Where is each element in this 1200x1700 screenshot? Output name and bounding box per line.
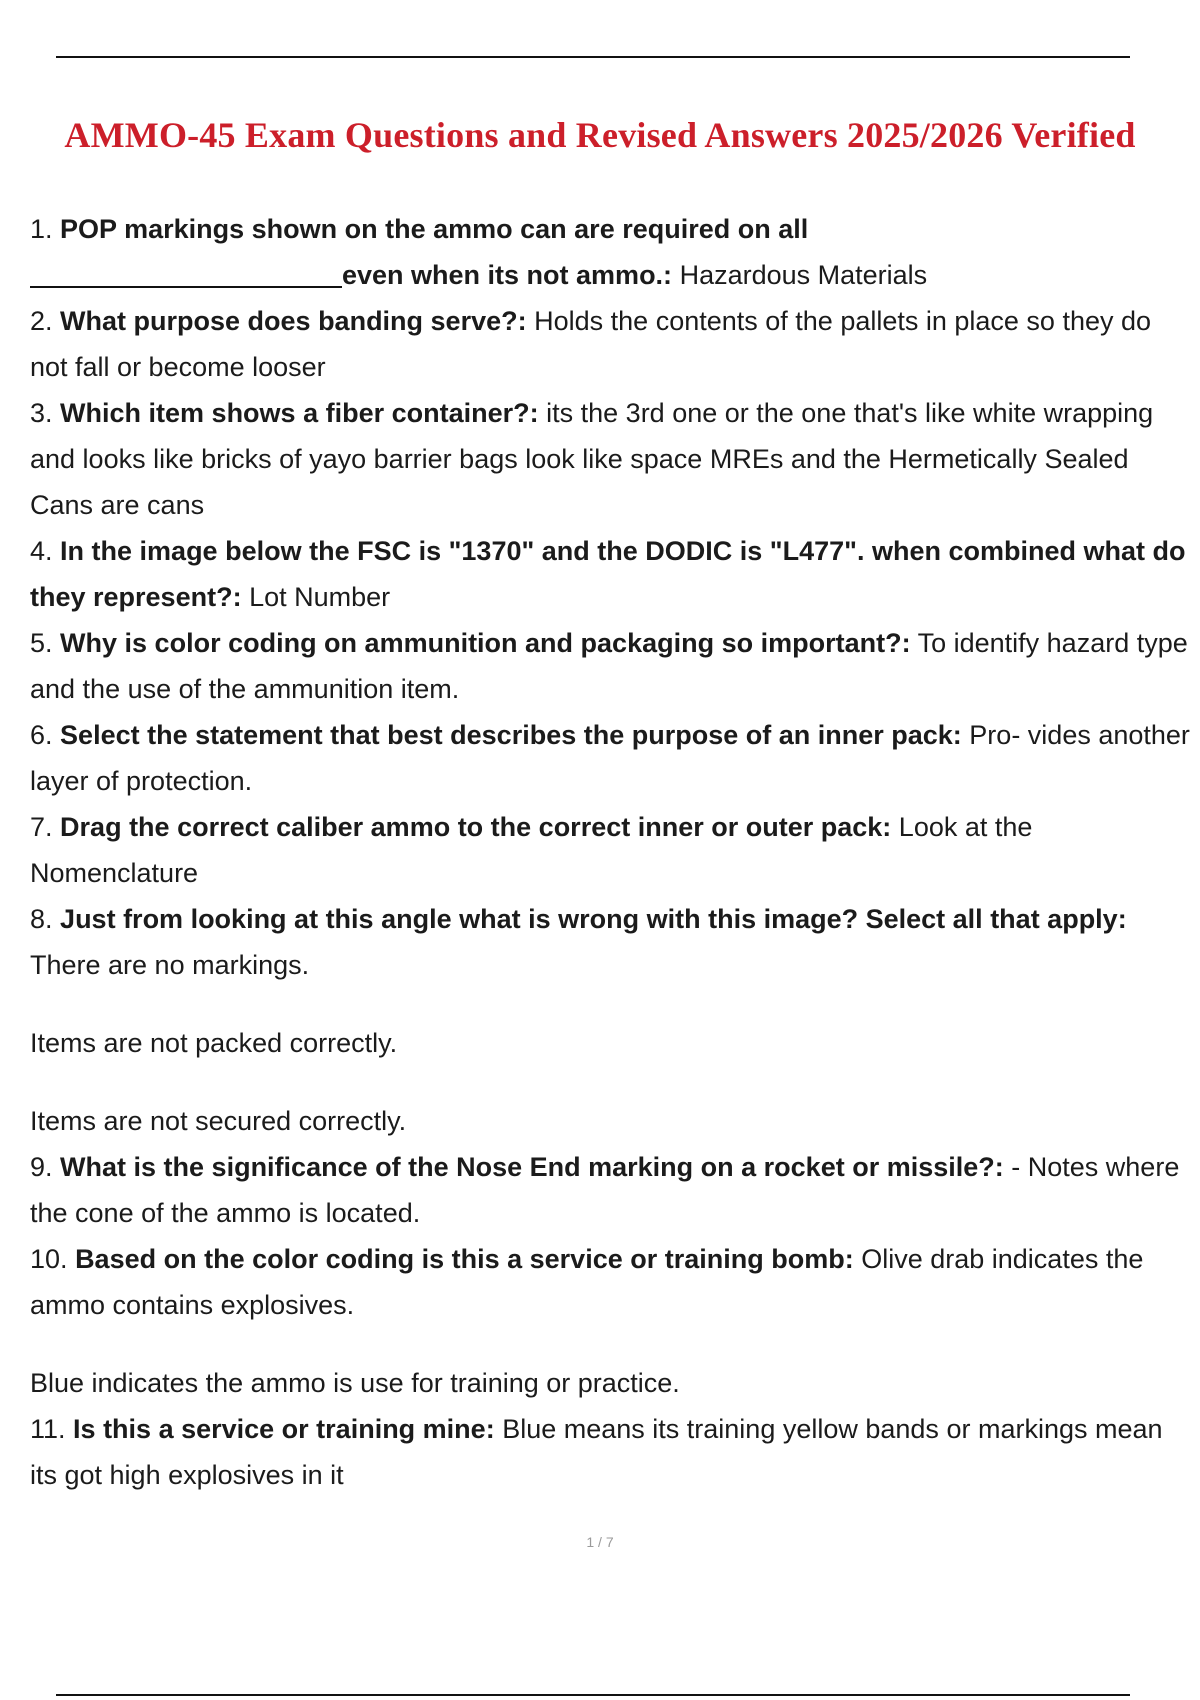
answer-text: Olive drab indicates the ammo contains explosives. — [30, 1244, 1144, 1320]
answer-text: its the 3rd one or the one that's like white wrapping and looks like bricks of yayo barrier bags look like space MREs and the Hermetically Sealed Cans are cans — [30, 398, 1154, 520]
question-number: 3. — [30, 398, 53, 428]
answer-text: Blue indicates the ammo is use for training or practice. — [30, 1368, 680, 1398]
bottom-rule — [56, 1694, 1130, 1696]
document-title: AMMO-45 Exam Questions and Revised Answers 2025/2026 Verified — [64, 115, 1136, 155]
question-item-8 — [30, 896, 1195, 988]
question-item-10 — [30, 1236, 1195, 1328]
question-item-2 — [30, 298, 1195, 390]
spacer — [30, 1328, 1195, 1360]
question-text: Based on the color coding is this a service or training bomb: — [75, 1244, 854, 1274]
question-number: 11. — [30, 1414, 66, 1444]
question-text: Is this a service or training mine: — [73, 1414, 495, 1444]
question-number: 7. — [30, 812, 53, 842]
answer-text: Look at the Nomenclature — [30, 812, 1033, 888]
question-number: 6. — [30, 720, 53, 750]
question-text: Why is color coding on ammunition and packaging so important?: — [60, 628, 911, 658]
question-item-4 — [30, 528, 1195, 620]
question-number: 8. — [30, 904, 53, 934]
answer-text: To identify hazard type and the use of the ammunition item. — [30, 628, 1188, 704]
spacer — [30, 1066, 1195, 1098]
question-list — [30, 206, 1195, 1498]
question-text: What is the significance of the Nose End marking on a rocket or missile?: — [60, 1152, 1004, 1182]
question-item-11 — [30, 1406, 1195, 1498]
answer-text: There are no markings. — [30, 950, 310, 980]
spacer — [30, 988, 1195, 1020]
page-number: 1 / 7 — [586, 1534, 614, 1550]
answer-text: Blue means its training yellow bands or markings mean its got high explosives in it — [30, 1414, 1163, 1490]
question-number: 9. — [30, 1152, 53, 1182]
question-number: 5. — [30, 628, 53, 658]
fill-in-blank — [30, 260, 342, 288]
question-text: Select the statement that best describes the purpose of an inner pack: — [60, 720, 962, 750]
question-item-5 — [30, 620, 1195, 712]
question-item-1 — [30, 206, 1195, 298]
answer-text: Holds the contents of the pallets in place so they do not fall or become looser — [30, 306, 1152, 382]
top-rule — [56, 56, 1130, 58]
answer-text: Items are not packed correctly. — [30, 1028, 398, 1058]
answer-text: - Notes where the cone of the ammo is located. — [30, 1152, 1180, 1228]
question-number: 2. — [30, 306, 53, 336]
answer-text: Items are not secured correctly. — [30, 1106, 407, 1136]
answer-text: Pro- vides another layer of protection. — [30, 720, 1190, 796]
question-text: Just from looking at this angle what is wrong with this image? Select all that apply: — [60, 904, 1127, 934]
question-number: 4. — [30, 536, 53, 566]
question-item-7 — [30, 804, 1195, 896]
question-number: 10. — [30, 1244, 68, 1274]
question-item-3 — [30, 390, 1195, 528]
question-text: even when its not ammo.: — [342, 260, 673, 290]
question-item-6 — [30, 712, 1195, 804]
answer-text: Lot Number — [249, 582, 391, 612]
question-text: Drag the correct caliber ammo to the correct inner or outer pack: — [60, 812, 892, 842]
question-text: Which item shows a fiber container?: — [60, 398, 539, 428]
question-text: What purpose does banding serve?: — [60, 306, 527, 336]
question-item-9 — [30, 1144, 1195, 1236]
answer-text: Hazardous Materials — [679, 260, 928, 290]
question-number: 1. — [30, 214, 53, 244]
question-text: In the image below the FSC is "1370" and the DODIC is "L477". when combined what do they represent?: — [30, 536, 1186, 612]
question-text: POP markings shown on the ammo can are required on all — [60, 214, 809, 244]
